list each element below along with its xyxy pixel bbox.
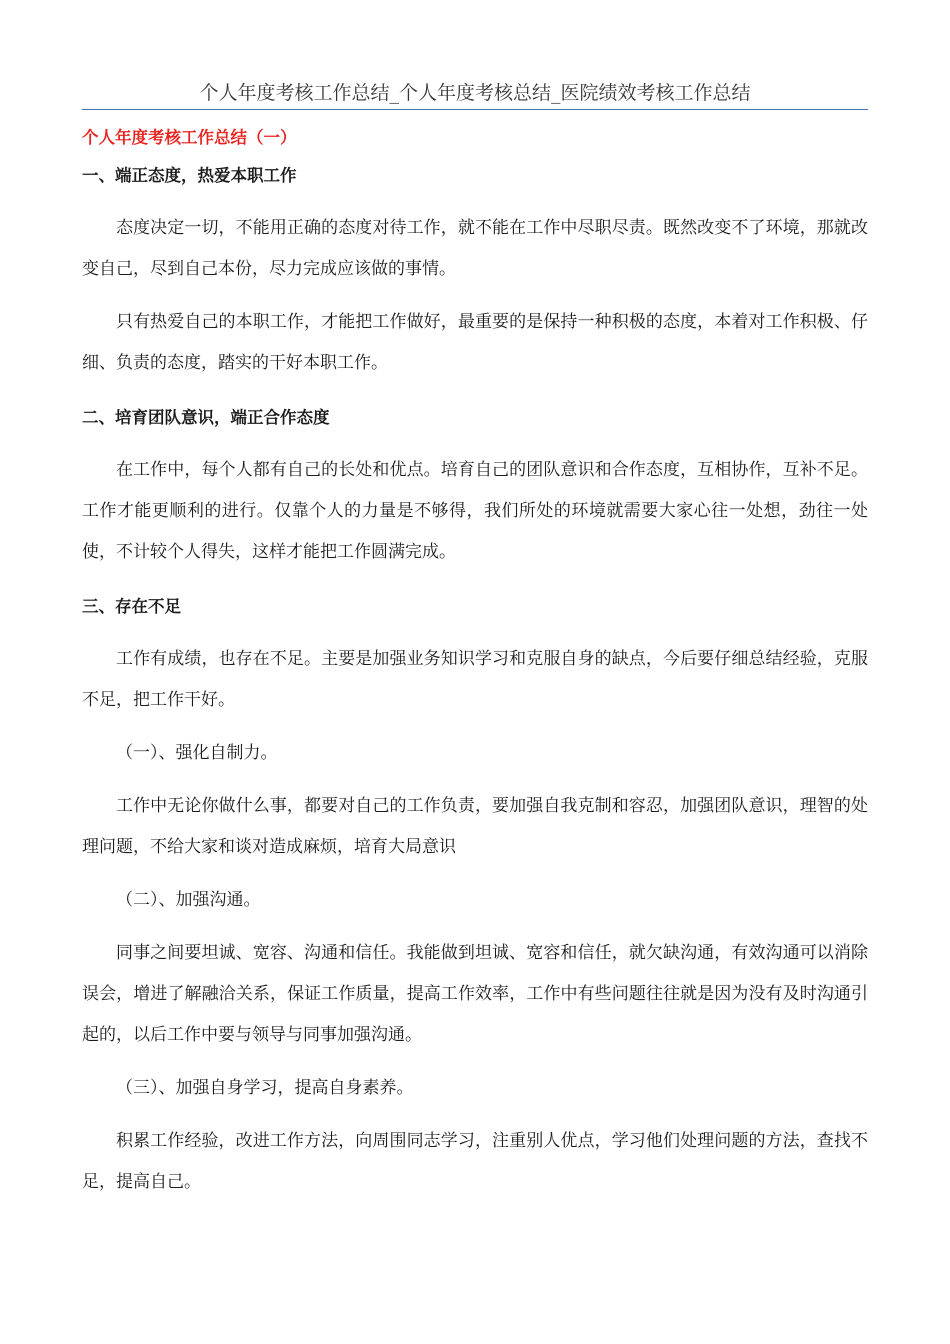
section-heading-2: 二、培育团队意识，端正合作态度	[82, 408, 330, 427]
section-2-paragraph-1: 在工作中，每个人都有自己的长处和优点。培育自己的团队意识和合作态度，互相协作，互补不足。工作才能更顺利的进行。仅靠个人的力量是不够得，我们所处的环境就需要大家心往一处想，劲往一处使，不计较个人得失，这样才能把工作圆满完成。	[82, 460, 868, 562]
subsection-heading-2: （二）、加强沟通。	[116, 890, 261, 910]
subsection-heading-1: （一）、强化自制力。	[116, 743, 278, 763]
section-1-paragraph-2: 只有热爱自己的本职工作，才能把工作做好，最重要的是保持一种积极的态度，本着对工作积极、仔细、负责的态度，踏实的干好本职工作。	[82, 312, 868, 373]
document-page	[82, 0, 868, 1203]
section-heading-3: 三、存在不足	[82, 597, 181, 616]
subsection-text-2: 同事之间要坦诚、宽容、沟通和信任。我能做到坦诚、宽容和信任，就欠缺沟通，有效沟通可以消除误会，增进了解融洽关系，保证工作质量，提高工作效率，工作中有些问题往往就是因为没有及时沟通引起的，以后工作中要与领导与同事加强沟通。	[82, 943, 868, 1045]
section-3-intro: 工作有成绩，也存在不足。主要是加强业务知识学习和克服自身的缺点，今后要仔细总结经验，克服不足，把工作干好。	[82, 649, 868, 710]
section-1-paragraph-1: 态度决定一切，不能用正确的态度对待工作，就不能在工作中尽职尽责。既然改变不了环境，那就改变自己，尽到自己本份，尽力完成应该做的事情。	[82, 218, 868, 279]
subsection-text-3: 积累工作经验，改进工作方法，向周围同志学习，注重别人优点，学习他们处理问题的方法，查找不足，提高自己。	[82, 1131, 868, 1192]
document-title: 个人年度考核工作总结（一）	[82, 128, 297, 147]
section-heading-1: 一、端正态度，热爱本职工作	[82, 166, 297, 185]
running-header: 个人年度考核工作总结_个人年度考核总结_医院绩效考核工作总结	[82, 80, 868, 110]
subsection-heading-3: （三）、加强自身学习，提高自身素养。	[116, 1078, 414, 1098]
subsection-text-1: 工作中无论你做什么事，都要对自己的工作负责，要加强自我克制和容忍，加强团队意识，理智的处理问题，不给大家和谈对造成麻烦，培育大局意识	[82, 796, 868, 857]
